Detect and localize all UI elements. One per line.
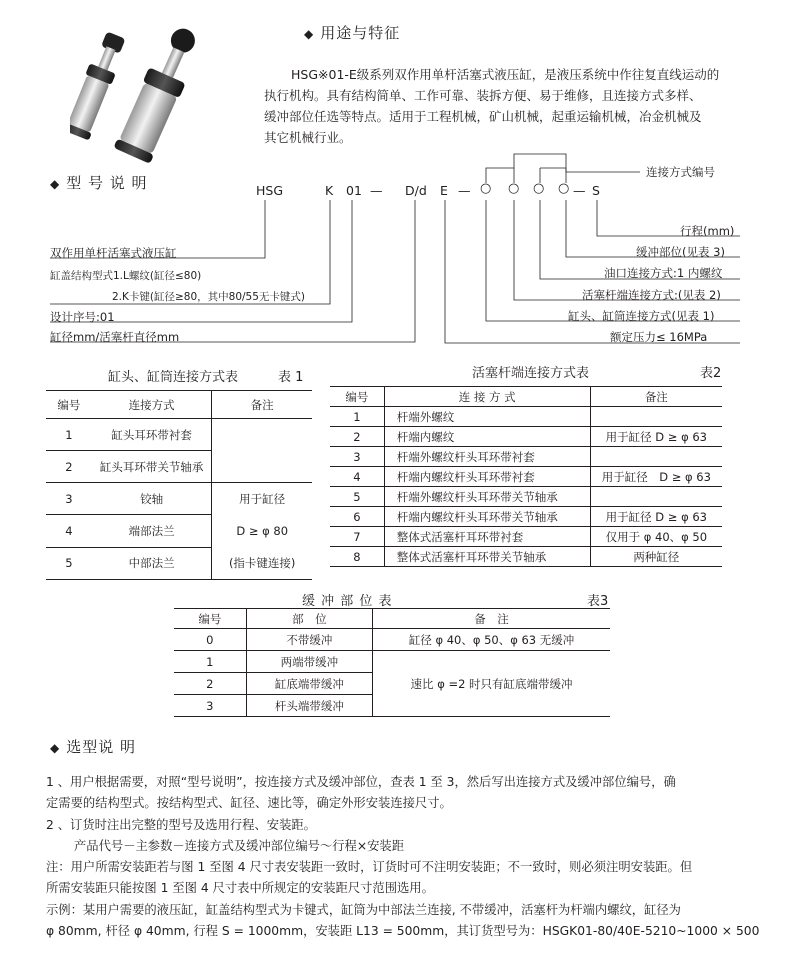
table-cell: 杆端外螺纹 [384, 407, 590, 427]
table-header: 部 位 [246, 609, 372, 629]
table-cell: 缸头耳环带衬套 [111, 427, 192, 442]
table-cell: 两种缸径 [590, 547, 722, 567]
table-cell: 5 [353, 489, 361, 504]
label-head-conn: 缸头、缸筒连接方式(见表 1) [568, 309, 715, 323]
table-cell: 缸径 φ 40、φ 50、φ 63 无缓冲 [373, 629, 610, 651]
table-row [330, 447, 722, 467]
model-code-dash: — [573, 183, 586, 198]
table-cell: 3 [353, 449, 361, 464]
table-cell: 端部法兰 [128, 523, 175, 538]
table-cell: 杆端内螺纹杆头耳环带衬套 [384, 467, 590, 487]
select-line: 所需安装距只能按图 1 至图 4 尺寸表中所规定的安装距尺寸范围选用。 [46, 881, 434, 896]
label-cover-type-1: 缸盖结构型式1.L螺纹(缸径≤80) [50, 270, 202, 282]
label-bore: 缸径mm/活塞杆直径mm [50, 330, 180, 344]
table-header: 连 接 方 式 [384, 387, 590, 407]
table-cell [590, 447, 722, 467]
select-paragraph [46, 772, 759, 942]
label-connection-code: 连接方式编号 [646, 165, 715, 179]
model-code-circle: ○ [558, 181, 570, 196]
table-header: 备 注 [373, 609, 610, 629]
table3-number: 表3 [587, 594, 609, 609]
table-cell: 1 [353, 409, 361, 424]
table-header-row [174, 609, 610, 629]
table-header: 备注 [212, 391, 312, 419]
table-cell: 两端带缓冲 [246, 651, 372, 673]
table-header: 编号 [57, 397, 81, 412]
select-title-text: 选型说 明 [66, 738, 137, 756]
remark-line: (指卡键连接) [228, 556, 296, 570]
table-cell: 1 [65, 427, 73, 442]
label-cushion: 缓冲部位(见表 3) [636, 245, 725, 259]
table-row [330, 527, 722, 547]
model-code-s: S [592, 183, 600, 198]
table-cell: 仅用于 φ 40、φ 50 [590, 527, 722, 547]
remark-line: 用于缸径 [239, 492, 286, 506]
table-cell: 杆头端带缓冲 [246, 695, 372, 717]
select-line: φ 80mm, 杆径 φ 40mm, 行程 S = 1000mm，安装距 L13 = 500mm，其订货型号为：HSGK01-80/40E-5210~1000 × 500 [46, 924, 760, 939]
table-row [330, 547, 722, 567]
select-line: 2 、订货时注出完整的型号及选用行程、安装距。 [46, 817, 316, 832]
table-cell: 用于缸径 D ≥ φ 63 [590, 507, 722, 527]
table-cell: 2 [65, 459, 73, 474]
table-cell: 0 [206, 632, 214, 647]
label-design-no: 设计序号:01 [50, 310, 115, 324]
table-row [174, 629, 610, 651]
table-cell: 杆端外螺纹杆头耳环带衬套 [384, 447, 590, 467]
label-oil-port: 油口连接方式:1 内螺纹 [604, 266, 723, 280]
table-header: 编号 [345, 389, 369, 404]
table2-number: 表2 [700, 366, 722, 381]
table-header-row [330, 387, 722, 407]
table-cell: 5 [65, 556, 73, 571]
table3 [174, 608, 610, 717]
table-cell: 缸底端带缓冲 [246, 673, 372, 695]
table1-title: 缸头、缸筒连接方式表 [108, 370, 239, 385]
table-row [46, 483, 312, 515]
table-cell [590, 487, 722, 507]
model-code-e: E [440, 183, 448, 198]
select-line: 产品代号－主参数－连接方式及缓冲部位编号～行程×安装距 [74, 838, 405, 853]
table-header: 编号 [198, 611, 222, 626]
table-cell: 8 [353, 549, 361, 564]
table-row [330, 467, 722, 487]
table-cell [590, 407, 722, 427]
table2 [330, 386, 722, 567]
table-cell: 铰轴 [140, 491, 164, 506]
select-line: 注：用户所需安装距若与图 1 至图 4 尺寸表安装距一致时，订货时可不注明安装距；不一致时，则必须注明安装距。但 [46, 860, 693, 875]
table-cell: 3 [206, 698, 214, 713]
table-row [330, 487, 722, 507]
model-code-k: K [325, 183, 334, 198]
table3-title: 缓 冲 部 位 表 [302, 594, 393, 609]
usage-line: 缓冲部位任选等特点。适用于工程机械，矿山机械，起重运输机械，冶金机械及 [264, 109, 702, 124]
model-code-hsg: HSG [256, 183, 284, 198]
table-row [174, 651, 610, 673]
table-cell: 用于缸径 D ≥ φ 63 [590, 467, 722, 487]
diamond-bullet-icon: ◆ [50, 177, 61, 191]
table-header: 连接方式 [128, 397, 175, 412]
table-cell: 杆端内螺纹 [384, 427, 590, 447]
table-cell: 整体式活塞杆耳环带关节轴承 [384, 547, 590, 567]
label-pressure: 额定压力≤ 16MPa [610, 330, 708, 344]
usage-title-text: 用途与特征 [320, 24, 401, 42]
table-cell [212, 419, 312, 483]
label-cover-type-2: 2.K卡键(缸径≥80，其中80/55无卡键式) [112, 291, 306, 303]
model-code-dash: — [370, 183, 383, 198]
label-rod-end: 活塞杆端连接方式:(见表 2) [582, 288, 721, 302]
model-code-dash: — [458, 183, 471, 198]
select-section-title [50, 736, 136, 757]
remark-line: D ≥ φ 80 [236, 524, 289, 538]
table-row [330, 507, 722, 527]
table-header: 备注 [590, 387, 722, 407]
usage-line: HSG※01-E级系列双作用单杆活塞式液压缸，是液压系统中作往复直线运动的 [291, 67, 720, 82]
table-row [330, 427, 722, 447]
model-code-circle: ○ [480, 181, 492, 196]
usage-line: 执行机构。具有结构简单、工作可靠、装拆方便、易于维修，且连接方式多样、 [264, 88, 702, 103]
diamond-bullet-icon: ◆ [50, 741, 61, 755]
select-line: 定需要的结构型式。按结构型式、缸径、速比等，确定外形安装连接尺寸。 [46, 796, 452, 811]
table-cell: 4 [65, 523, 73, 538]
model-code-dd: D/d [405, 183, 427, 198]
table-cell: 7 [353, 529, 361, 544]
usage-line: 其它机械行业。 [264, 130, 352, 145]
table-cell-merged: 速比 φ =2 时只有缸底端带缓冲 [373, 651, 610, 717]
label-stroke: 行程(mm) [680, 224, 735, 238]
table-cell: 1 [206, 654, 214, 669]
table1-number: 表 1 [278, 370, 304, 385]
table-cell: 2 [206, 676, 214, 691]
model-code-circle: ○ [508, 181, 520, 196]
select-line: 示例：某用户需要的液压缸，缸盖结构型式为卡键式，缸筒为中部法兰连接, 不带缓冲，活塞杆为杆端内螺纹，缸径为 [46, 902, 681, 917]
table-cell: 杆端外螺纹杆头耳环带关节轴承 [384, 487, 590, 507]
table-cell-merged [212, 483, 312, 580]
table-cell: 中部法兰 [128, 556, 175, 571]
model-code-01: 01 [346, 183, 362, 198]
table-row [46, 419, 312, 451]
table1 [46, 390, 312, 580]
label-cylinder-type: 双作用单杆活塞式液压缸 [50, 246, 177, 260]
table-cell: 4 [353, 469, 361, 484]
table-cell: 整体式活塞杆耳环带衬套 [384, 527, 590, 547]
table-cell: 3 [65, 491, 73, 506]
table-cell: 用于缸径 D ≥ φ 63 [590, 427, 722, 447]
table-cell: 缸头耳环带关节轴承 [99, 459, 204, 474]
table-cell: 6 [353, 509, 361, 524]
table-cell: 杆端内螺纹杆头耳环带关节轴承 [384, 507, 590, 527]
model-title-text: 型 号 说 明 [66, 174, 148, 192]
select-line: 1 、用户根据需要，对照“型号说明”，按连接方式及缓冲部位，查表 1 至 3，然后写出连接方式及缓冲部位编号，确 [46, 775, 676, 789]
table-header-row [46, 391, 312, 419]
table-cell: 2 [353, 429, 361, 444]
table2-title: 活塞杆端连接方式表 [472, 366, 590, 381]
table-cell: 不带缓冲 [246, 629, 372, 651]
model-code-circle: ○ [533, 181, 545, 196]
diamond-bullet-icon: ◆ [304, 27, 315, 41]
table-row [330, 407, 722, 427]
